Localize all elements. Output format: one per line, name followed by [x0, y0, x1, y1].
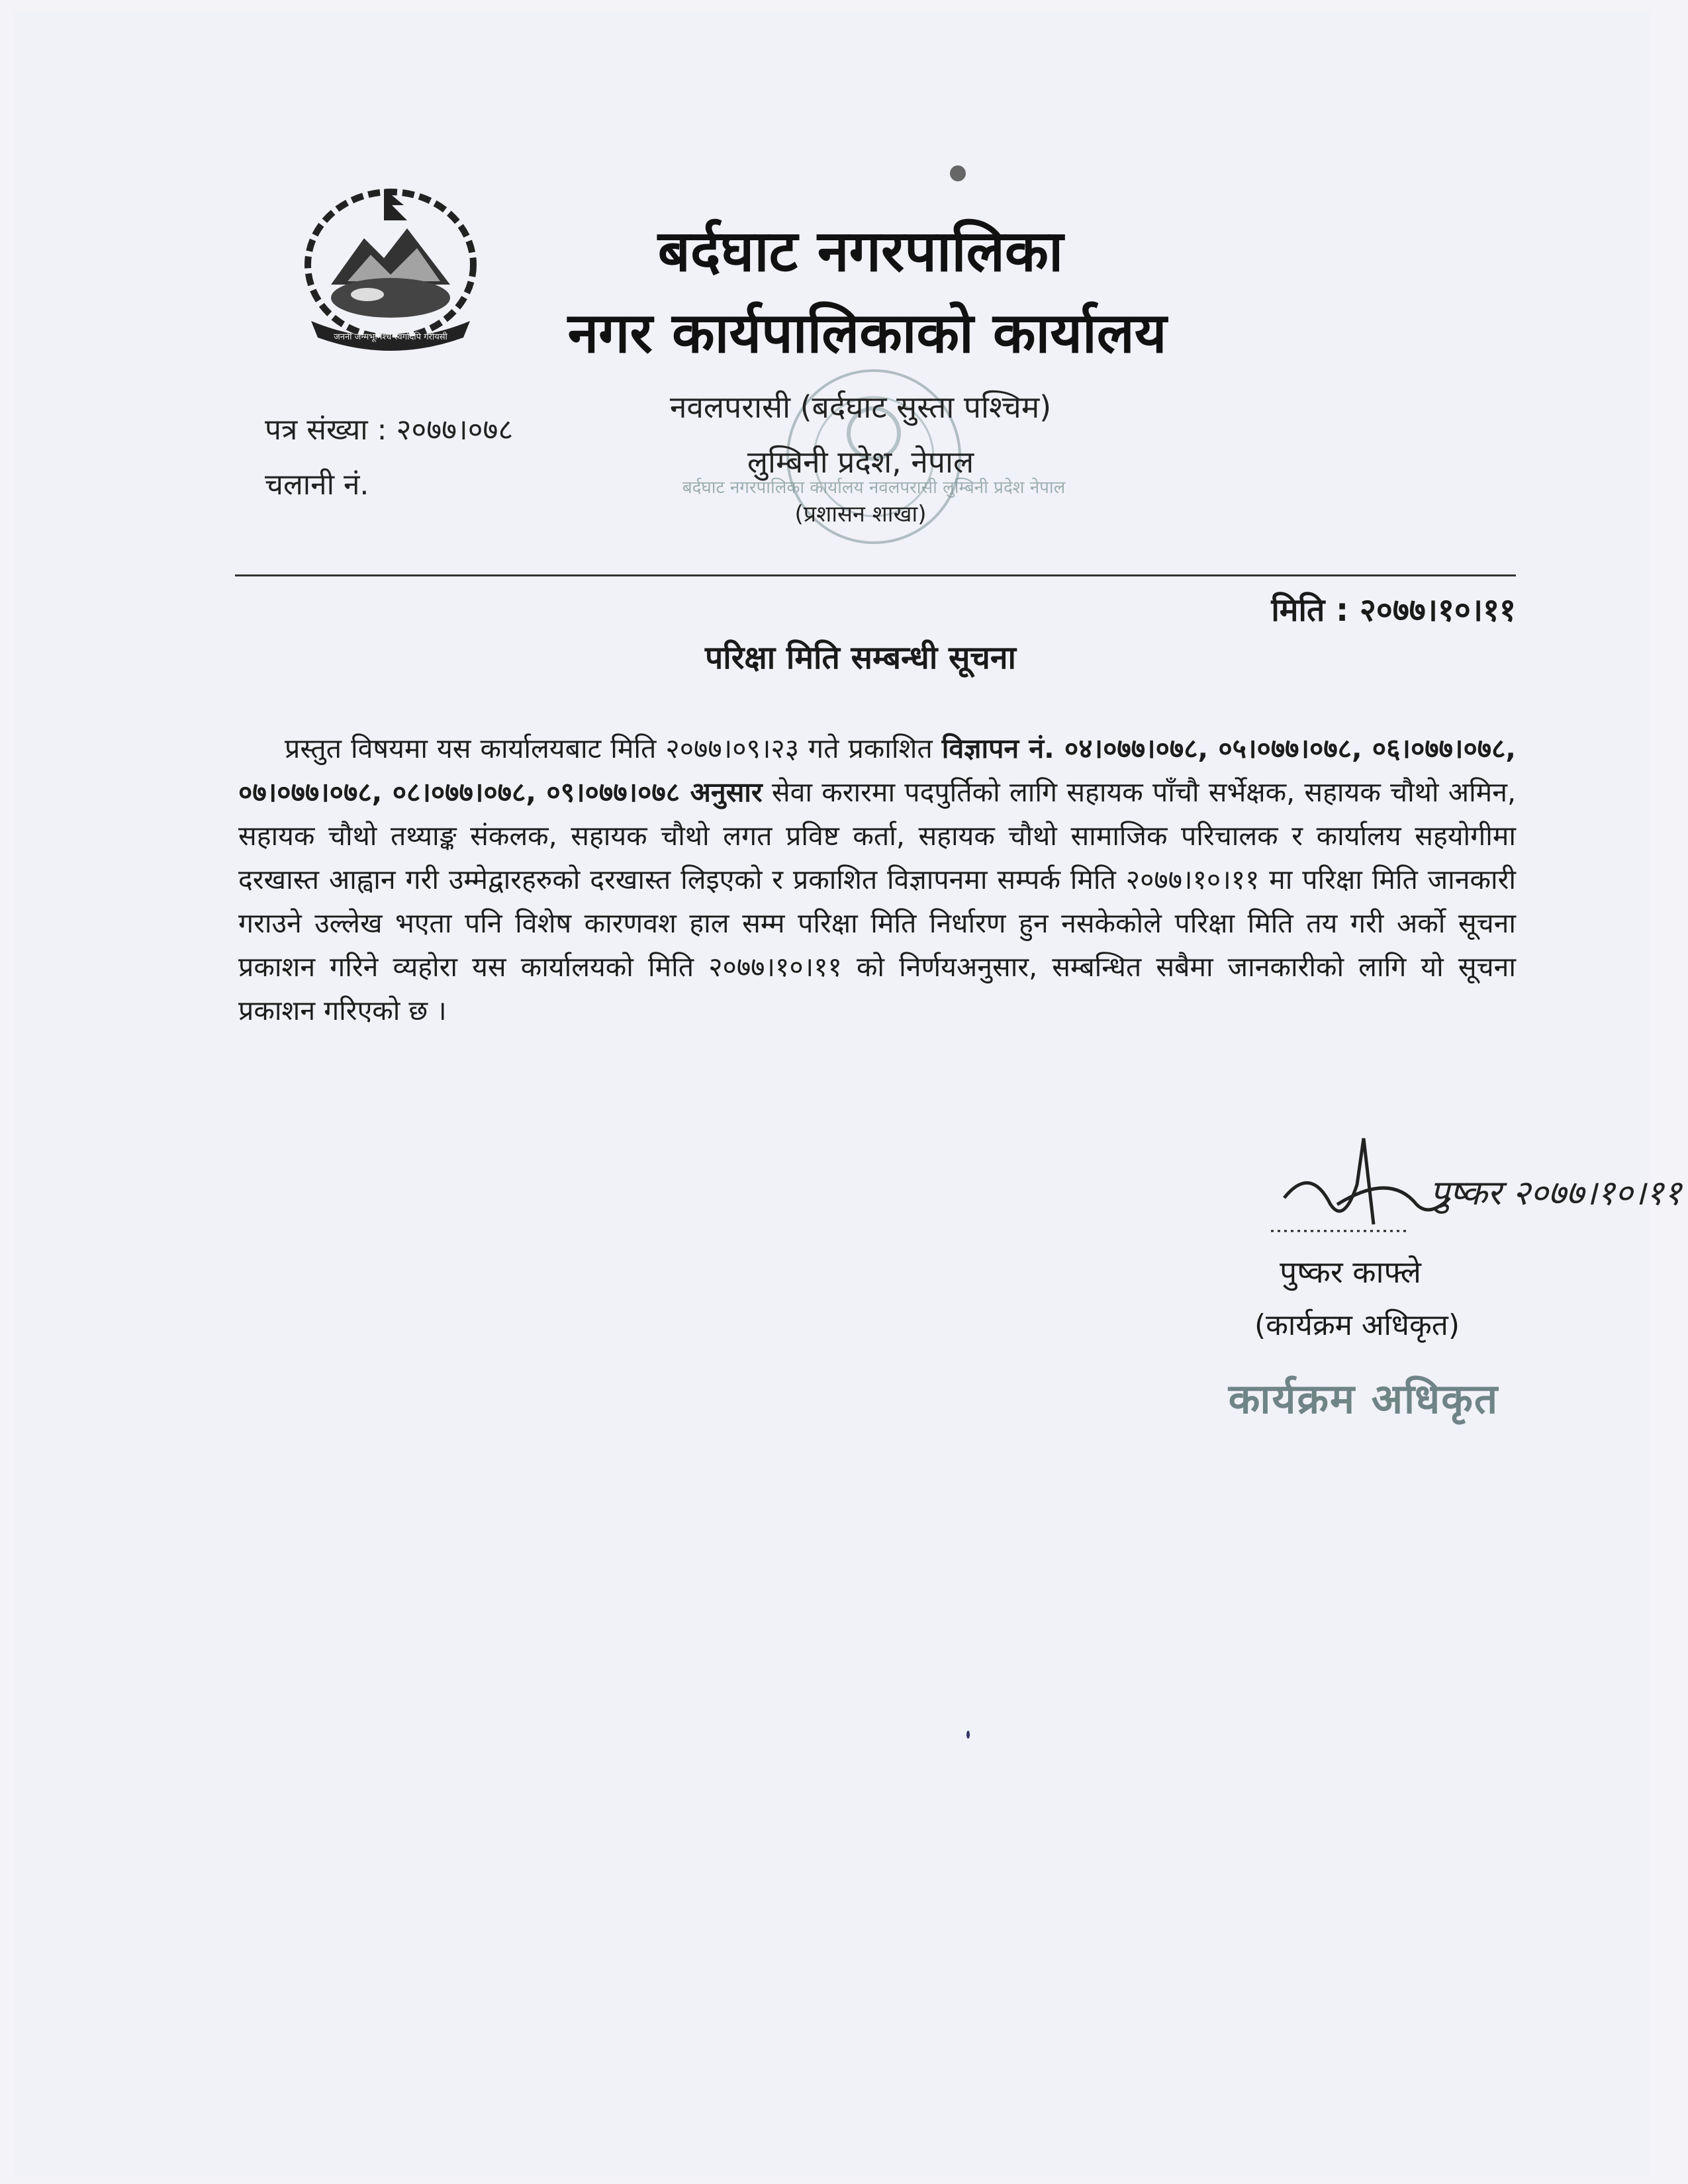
speck: [950, 165, 966, 181]
notice-subject: परिक्षा मिति सम्बन्धी सूचना: [705, 639, 1016, 676]
body-text-2: सेवा करारमा पदपुर्तिको लागि सहायक पाँचौ सर्भेक्षक, सहायक चौथो अमिन, सहायक चौथो तथ्याङ्क संकलक, सहायक चौथो लगत प्रविष्ट कर्ता, सहायक चौथो सामाजिक परिचालक र कार्यालय सहयोगीमा दरखास्त आह्वान गरी उम्मेद्वारहरुको दरखास्त लिइएको र प्रकाशित विज्ञापनमा सम्पर्क मिति २०७७।१०।११ मा परिक्षा मिति जानकारी गराउने उल्लेख भएता पनि विशेष कारणवश हाल सम्म परिक्षा मिति निर्धारण हुन नसकेकोले परिक्षा मिति तय गरी अर्को सूचना प्रकाशन गरिने व्यहोरा यस कार्यालयको मिति २०७७।१०।११ को निर्णयअनुसार, सम्बन्धित सबैमा जानकारीको लागि यो सूचना प्रकाशन गरिएको छ ।: [238, 776, 1516, 1026]
nepal-government-emblem-icon: [285, 175, 496, 354]
letter-number: पत्र संख्या : २०७७।०७८: [265, 413, 514, 447]
designation-stamp: कार्यक्रम अधिकृत: [1228, 1375, 1499, 1423]
branch-label: (प्रशासन शाखा): [794, 501, 927, 527]
speck: [966, 1731, 970, 1739]
dispatch-number: चलानी नं.: [265, 468, 369, 502]
office-title: नगर कार्यपालिकाको कार्यालय: [567, 300, 1167, 365]
signature-date: पुष्कर २०७७।१०।११: [1430, 1173, 1682, 1213]
signatory-designation: (कार्यक्रम अधिकृत): [1254, 1308, 1460, 1342]
svg-text:जननी जन्मभूमिश्च स्वर्गादपि गर: जननी जन्मभूमिश्च स्वर्गादपि गरीयसी: [334, 332, 447, 342]
body-text-1: प्रस्तुत विषयमा यस कार्यालयबाट मिति २०७७।०९।२३ गते प्रकाशित: [285, 733, 942, 764]
address-line-2: लुम्बिनी प्रदेश, नेपाल: [747, 444, 974, 480]
notice-date: मिति : २०७७।१०।११: [1271, 592, 1516, 629]
address-line-1: नवलपरासी (बर्दघाट सुस्ता पश्चिम): [669, 389, 1052, 425]
header-divider: [235, 574, 1516, 576]
body-bold-ads: विज्ञापन नं. ०४।०७७।०७८, ०५।०७७।०७८, ०६।०७७।०७८, ०७।०७७।०७८, ०८।०७७।०७८, ०९।०७७।०७८ अनुसार: [238, 733, 1516, 808]
notice-body: [238, 727, 1516, 1032]
svg-text:बर्दघाट नगरपालिका कार्यालय नवल: बर्दघाट नगरपालिका कार्यालय नवलपरासी लुम्बिनी प्रदेश नेपाल: [682, 478, 1066, 498]
municipality-title: बर्दघाट नगरपालिका: [657, 218, 1064, 285]
signatory-name: पुष्कर काफ्ले: [1280, 1254, 1421, 1290]
handwritten-signature: [1258, 1125, 1682, 1244]
